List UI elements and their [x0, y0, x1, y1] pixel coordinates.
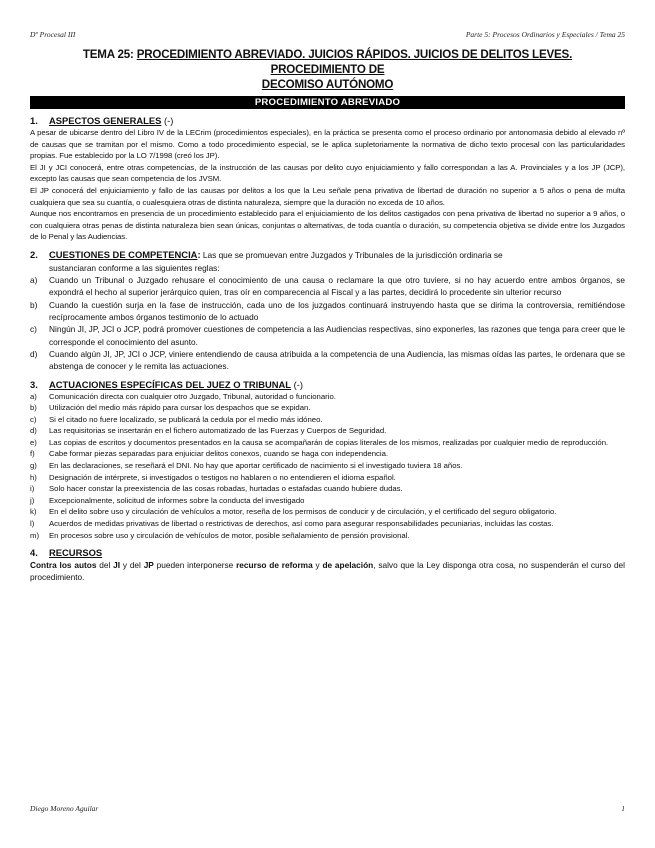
section-1-paragraph: El JP conocerá del enjuiciamiento y fallo de las causas por delitos a los que la Leu señale pena privativa de libertad de duración no superior a 5 años o pena de multa cualquiera que sea su cuantía, o cualesquiera otras de distinta naturaleza, siempre que la duración no exceda de 10 años. — [30, 185, 625, 207]
section-band: PROCEDIMIENTO ABREVIADO — [30, 96, 625, 109]
list-text: Acuerdos de medidas privativas de libertad o restrictivas de derechos, así como para asegurar responsabilidades pecuniarias, incluidas las costas. — [49, 519, 554, 529]
page-number: 1 — [621, 804, 625, 813]
list-text: Cuando algún JI, JP, JCI o JCP, viniere entendiendo de causa atribuida a la competencia de una Audiencia, las mismas oídas las partes, le ordenara que se abstenga de conocer y le remita las actuaciones. — [49, 348, 625, 372]
list-text: Si el citado no fuere localizado, se publicará la cedula por el medio más idóneo. — [49, 414, 323, 424]
section-1-number: 1. — [30, 115, 38, 126]
list-item — [30, 483, 625, 495]
bold-phrase: recurso de reforma — [236, 560, 313, 571]
section-2-intro: Las que se promuevan entre Juzgados y Tribunales de la jurisdicción ordinaria se — [200, 249, 503, 260]
section-1-title: ASPECTOS GENERALES — [49, 115, 162, 126]
list-marker: b) — [30, 403, 37, 413]
list-marker: f) — [30, 449, 35, 459]
list-marker: i) — [30, 484, 35, 494]
list-marker: c) — [30, 324, 37, 335]
list-text: En las declaraciones, se reseñará el DNI. No hay que aportar certificado de nacimiento si el investigado tuviera 18 años. — [49, 461, 463, 471]
list-item — [30, 414, 625, 426]
list-item — [30, 391, 625, 403]
section-2-colon: : — [197, 248, 201, 260]
list-marker: d) — [30, 348, 38, 359]
title-prefix: TEMA 25: — [82, 48, 137, 61]
list-item — [30, 323, 625, 348]
list-item — [30, 518, 625, 530]
list-marker: c) — [30, 414, 37, 424]
list-item — [30, 472, 625, 484]
list-marker: a) — [30, 275, 38, 286]
list-item — [30, 437, 625, 449]
list-item — [30, 299, 625, 324]
header-course: Dº Procesal III — [30, 30, 76, 39]
list-item — [30, 460, 625, 472]
text-run: y — [312, 560, 323, 571]
list-marker: d) — [30, 426, 37, 436]
list-text: Solo hacer constar la preexistencia de las cosas robadas, hurtadas o estafadas cuando hubiere dudas. — [49, 484, 403, 494]
text-run: del — [96, 560, 114, 571]
bold-phrase: JI — [113, 560, 121, 571]
bold-phrase: Contra los autos — [30, 560, 97, 571]
list-text: Cabe formar piezas separadas para enjuiciar delitos conexos, cuando se haga con independencia. — [49, 449, 389, 459]
list-text: Utilización del medio más rápido para cursar los despachos que se expidan. — [49, 403, 311, 413]
list-marker: l) — [30, 519, 35, 529]
footer-author: Diego Moreno Aguilar — [30, 804, 99, 813]
section-1-paragraph: El JI y JCI conocerá, entre otras competencias, de la instrucción de las causas por delito cuyo enjuiciamiento y fallo correspondan a las A. Provinciales y a los JP (JCP), excepto las causas que sean competencia de los JVSM. — [30, 162, 625, 184]
section-3-number: 3. — [30, 378, 38, 390]
page-title — [36, 47, 619, 92]
list-text: Las copias de escritos y documentos presentados en la causa se acompañarán de copias literales de los mismos, realizadas por cualquier medio de reproducción. — [49, 437, 609, 447]
list-item — [30, 506, 625, 518]
section-3-title: ACTUACIONES ESPECÍFICAS DEL JUEZ O TRIBUNAL — [49, 378, 292, 390]
section-4-heading — [30, 546, 625, 559]
list-marker: h) — [30, 472, 37, 482]
list-text: Excepcionalmente, solicitud de informes sobre la conducta del investigado — [49, 495, 305, 505]
list-marker: e) — [30, 437, 37, 447]
section-3-heading — [30, 378, 625, 391]
list-item — [30, 448, 625, 460]
list-text: Ningún JI, JP, JCI o JCP, podrá promover cuestiones de competencia a las Audiencias respectivas, sino exponerles, las razones que tenga para creer que le corresponde el conocimiento del asunto. — [49, 324, 625, 347]
section-2-intro-continued: sustanciaran conforme a las siguientes reglas: — [49, 262, 220, 273]
list-marker: a) — [30, 391, 37, 401]
list-text: En el delito sobre uso y circulación de vehículos a motor, reseña de los permisos de conducir y de circulación, y el certificado del seguro obligatorio. — [49, 507, 557, 517]
section-2-title: CUESTIONES DE COMPETENCIA — [49, 248, 198, 260]
section-1-heading — [30, 114, 625, 127]
text-run: y del — [120, 560, 144, 571]
section-1-paragraph: A pesar de ubicarse dentro del Libro IV de la LECrim (procedimientos especiales), en la práctica se presenta como el proceso ordinario por antonomasia debido al elevado nº de causas que se tramitan por el mismo. Como a todo procedimiento especial, se le aplica supletoriamente la normativa de dicho texto procesal con las particularidades propias. Fue establecido por la LO 7/1998 (creó los JP). — [30, 128, 625, 161]
list-item — [30, 348, 625, 373]
list-marker: b) — [30, 299, 38, 310]
section-1-paragraph: Aunque nos encontramos en presencia de un procedimiento establecido para el enjuiciamiento de los delitos castigados con pena privativa de libertad no superior a 9 años, o con cualquiera otras penas de distinta naturaleza bien sean únicas, conjuntas o alternativas, de toda cuantía o duración, su competencia objetiva se divide entre los Juzgados de lo Penal y las Audiencias. — [30, 209, 625, 242]
title-line-1: PROCEDIMIENTO ABREVIADO. JUICIOS RÁPIDOS. JUICIOS DE DELITOS LEVES. PROCEDIMIENTO DE — [136, 48, 573, 76]
section-2-number: 2. — [30, 248, 38, 260]
list-item — [30, 274, 625, 299]
list-text: Designación de intérprete, si investigados o testigos no hablaren o no entendieren el idioma español. — [49, 472, 396, 482]
bold-phrase: JP — [143, 560, 154, 571]
text-run: , salvo que la Ley disponga otra cosa, no suspenderán el curso del procedimiento. — [30, 560, 626, 583]
list-item — [30, 402, 625, 414]
list-text: Las requisitorias se insertarán en el fichero automatizado de las Fuerzas y Cuerpos de Seguridad. — [49, 426, 387, 436]
list-marker: g) — [30, 461, 37, 471]
title-line-2: DECOMISO AUTÓNOMO — [261, 78, 394, 91]
text-run: pueden interponerse — [153, 560, 237, 571]
list-text: Cuando un Tribunal o Juzgado rehusare el conocimiento de una causa o reclamare la que otro tuviere, si no hay acuerdo entre ambos órganos, se expondrá el hecho al superior jerárquico quien, tras oír en comparecencia al Fiscal y a las partes, decidirá lo procedente sin ulterior recurso — [49, 275, 625, 298]
running-footer — [30, 804, 625, 813]
list-marker: k) — [30, 507, 37, 517]
list-marker: m) — [30, 530, 40, 540]
section-4-number: 4. — [30, 547, 38, 559]
section-3-suffix: (-) — [291, 378, 304, 390]
header-topic: Parte 5: Procesos Ordinarios y Especiales / Tema 25 — [465, 30, 625, 39]
list-item — [30, 530, 625, 542]
list-text: Comunicación directa con cualquier otro Juzgado, Tribunal, autoridad o funcionario. — [49, 391, 336, 401]
list-text: En procesos sobre uso y circulación de vehículos de motor, posible señalamiento de pensión provisional. — [49, 530, 410, 540]
list-marker: j) — [30, 495, 35, 505]
section-1-suffix: (-) — [161, 115, 174, 126]
section-4-paragraph — [30, 559, 625, 583]
list-text: Cuando la cuestión surja en la fase de instrucción, cada uno de los juzgados continuará instruyendo hasta que se dirima la controversia, remitiéndose recíprocamente ambos órganos testimonio de lo actuado — [49, 299, 625, 323]
section-4-title: RECURSOS — [49, 547, 103, 559]
bold-phrase: de apelación — [322, 560, 374, 571]
section-2-heading — [30, 248, 625, 262]
list-item — [30, 495, 625, 507]
running-header — [30, 30, 625, 39]
list-item — [30, 425, 625, 437]
